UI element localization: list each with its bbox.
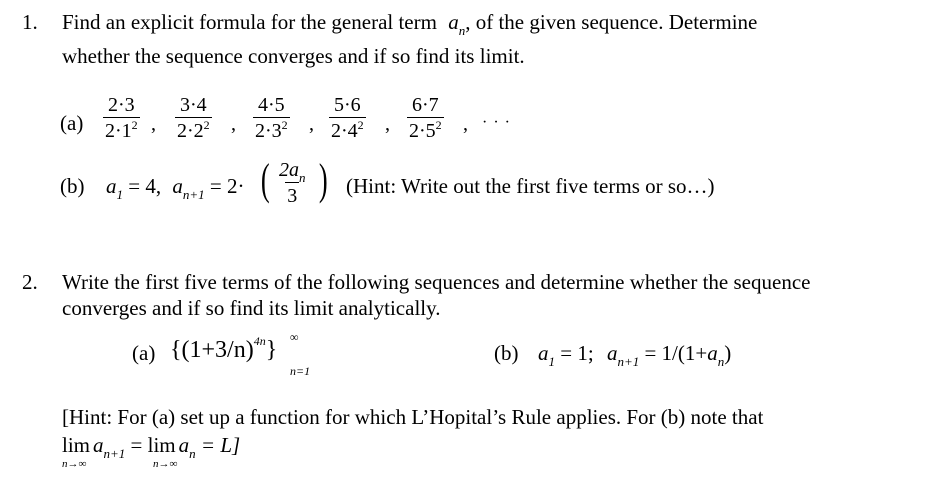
problem-1-text-end: , of the given sequence. Determine <box>465 10 758 34</box>
hint-line2: $\lim a_{n+1} = \lim a_n = L$] <box>62 433 241 461</box>
recurrence-1b: $a_1 = 4$, $a_{n+1} = 2\cdot$ <box>106 174 245 202</box>
hint-1b: (Hint: Write out the first five terms or so…) <box>346 174 715 198</box>
sequence-term-4: $\frac{5\cdot 6}{2\cdot 4^2}$ <box>331 94 364 142</box>
sequence-term-3: $\frac{4\cdot 5}{2\cdot 3^2}$ <box>255 94 288 142</box>
sequence-term-1: $\frac{2\cdot 3}{2\cdot 1^2}$ <box>105 94 138 142</box>
hint-line1: [Hint: For (a) set up a function for which L’Hopital’s Rule applies. For (b) note that <box>62 405 764 429</box>
general-term-symbol: $a_n$ <box>448 10 466 38</box>
part-1b-label: (b) <box>60 174 85 198</box>
ellipsis: · · · <box>482 114 511 131</box>
problem-1-text: Find an explicit formula for the general term <box>62 10 437 34</box>
hint-lim2-under: n→∞ <box>153 458 178 470</box>
recurrence-2b: $a_1 = 1$; $a_{n+1} = 1/(1+a_n)$ <box>538 341 732 369</box>
problem-1-number: 1. <box>22 10 38 34</box>
sequence-2a: $\{(1+3/n)^{4n}\}$ <box>170 334 278 363</box>
problem-2-line2: converges and if so find its limit analytically. <box>62 296 441 320</box>
problem-1-line1 <box>62 10 758 38</box>
sequence-2a-lower: n=1 <box>290 364 311 378</box>
hint-lim1-under: n→∞ <box>62 458 87 470</box>
sequence-2a-upper: ∞ <box>290 330 299 344</box>
part-2a-label: (a) <box>132 341 156 365</box>
sequence-term-2: $\frac{3\cdot 4}{2\cdot 2^2}$ <box>177 94 210 142</box>
recurrence-fraction: $\frac{2a_n}{3}$ <box>279 159 306 207</box>
problem-1-line2: whether the sequence converges and if so find its limit. <box>62 44 525 68</box>
sequence-term-5: $\frac{6\cdot 7}{2\cdot 5^2}$ <box>409 94 442 142</box>
part-1a-label: (a) <box>60 111 84 135</box>
problem-2-line1: Write the first five terms of the following sequences and determine whether the sequence <box>62 270 811 294</box>
part-2b-label: (b) <box>494 341 519 365</box>
problem-2-number: 2. <box>22 270 38 294</box>
